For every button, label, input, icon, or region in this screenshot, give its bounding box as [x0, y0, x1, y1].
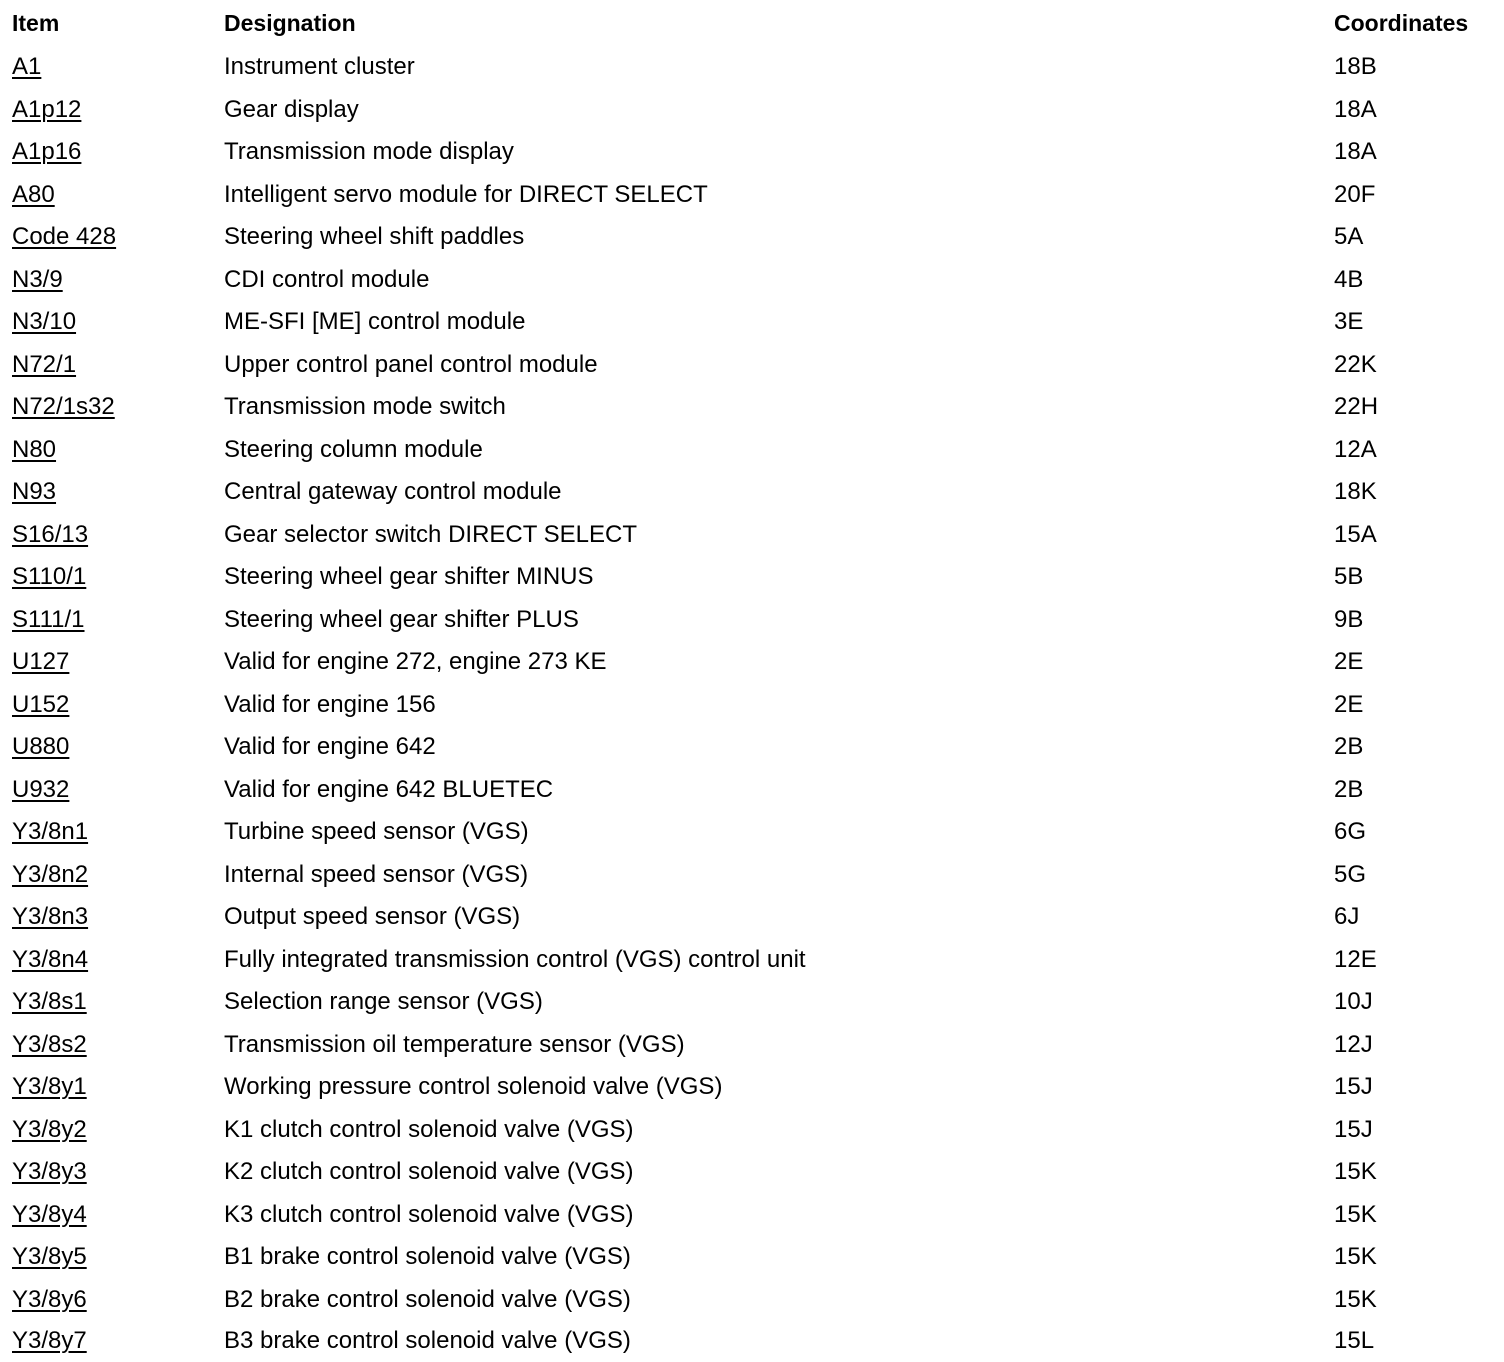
item-cell — [12, 820, 224, 844]
coordinates-cell: 15J — [1334, 1115, 1373, 1143]
designation-cell: Central gateway control module — [224, 478, 562, 506]
table-row — [12, 131, 1492, 174]
item-cell — [12, 520, 224, 548]
designation-cell: Transmission mode switch — [224, 393, 506, 421]
table-row — [12, 1321, 1492, 1361]
item-link[interactable]: A1p12 — [12, 95, 82, 123]
item-link[interactable]: N93 — [12, 478, 57, 506]
table-row — [12, 1151, 1492, 1194]
designation-cell: CDI control module — [224, 265, 430, 293]
header-coordinates: Coordinates — [1334, 9, 1469, 36]
item-cell — [12, 225, 224, 249]
header-designation: Designation — [224, 9, 356, 36]
coordinates-cell: 20F — [1334, 180, 1376, 208]
header-item: Item — [12, 9, 60, 36]
coordinates-cell: 15K — [1334, 1285, 1377, 1313]
designation-cell: Output speed sensor (VGS) — [224, 903, 521, 931]
item-cell — [12, 860, 224, 888]
designation-cell: B3 brake control solenoid valve (VGS) — [224, 1327, 631, 1354]
table-row — [12, 1066, 1492, 1109]
item-link[interactable]: Y3/8y5 — [12, 1243, 87, 1271]
designation-cell: ME-SFI [ME] control module — [224, 308, 526, 336]
item-link[interactable]: A1 — [12, 53, 42, 81]
designation-cell: Steering column module — [224, 435, 483, 463]
table-row — [12, 471, 1492, 514]
table-row — [12, 344, 1492, 387]
coordinates-cell: 2E — [1334, 648, 1364, 676]
coordinates-cell: 2B — [1334, 733, 1364, 761]
item-link[interactable]: N3/10 — [12, 308, 77, 336]
designation-cell: Instrument cluster — [224, 53, 415, 81]
table-row — [12, 216, 1492, 259]
item-cell — [12, 95, 224, 123]
component-legend-table — [12, 0, 1492, 1361]
item-link[interactable]: Y3/8y1 — [12, 1073, 87, 1101]
item-cell — [12, 1200, 224, 1228]
item-cell — [12, 1285, 224, 1313]
coordinates-cell: 4B — [1334, 265, 1364, 293]
table-row — [12, 514, 1492, 557]
item-link[interactable]: Y3/8s2 — [12, 1030, 87, 1058]
item-cell — [12, 395, 224, 419]
table-row — [12, 726, 1492, 769]
item-link[interactable]: N3/9 — [12, 265, 63, 293]
coordinates-cell: 5A — [1334, 223, 1364, 251]
item-link[interactable]: Y3/8n1 — [12, 818, 89, 846]
designation-cell: Intelligent servo module for DIRECT SELECT — [224, 180, 708, 208]
item-link[interactable]: Y3/8s1 — [12, 988, 87, 1016]
item-link[interactable]: Y3/8n4 — [12, 945, 89, 973]
designation-cell: Upper control panel control module — [224, 350, 598, 378]
table-row — [12, 1236, 1492, 1279]
designation-cell: Transmission mode display — [224, 138, 514, 166]
coordinates-cell: 9B — [1334, 605, 1364, 633]
item-link[interactable]: U932 — [12, 775, 70, 803]
designation-cell: Working pressure control solenoid valve (VGS) — [224, 1073, 723, 1101]
item-cell — [12, 265, 224, 293]
item-link[interactable]: Y3/8n3 — [12, 903, 89, 931]
item-cell — [12, 1075, 224, 1099]
item-link[interactable]: U880 — [12, 733, 70, 761]
item-cell — [12, 565, 224, 589]
table-row — [12, 556, 1492, 599]
item-link[interactable]: Y3/8y7 — [12, 1327, 87, 1354]
item-cell — [12, 350, 224, 378]
designation-cell: Turbine speed sensor (VGS) — [224, 818, 529, 846]
table-row — [12, 429, 1492, 472]
designation-cell: Valid for engine 642 BLUETEC — [224, 775, 554, 803]
coordinates-cell: 22K — [1334, 350, 1377, 378]
coordinates-cell: 12A — [1334, 435, 1377, 463]
item-link[interactable]: Y3/8y4 — [12, 1200, 87, 1228]
item-link[interactable]: U152 — [12, 690, 70, 718]
item-cell — [12, 775, 224, 803]
table-row — [12, 769, 1492, 812]
coordinates-cell: 15K — [1334, 1158, 1377, 1186]
table-row — [12, 1024, 1492, 1067]
coordinates-cell: 18K — [1334, 478, 1377, 506]
designation-cell: Steering wheel gear shifter MINUS — [224, 563, 594, 591]
coordinates-cell: 15A — [1334, 520, 1377, 548]
designation-cell: Valid for engine 642 — [224, 733, 436, 761]
item-cell — [12, 480, 224, 504]
item-cell — [12, 990, 224, 1014]
coordinates-cell: 18A — [1334, 138, 1377, 166]
designation-cell: K3 clutch control solenoid valve (VGS) — [224, 1200, 634, 1228]
item-link[interactable]: U127 — [12, 648, 70, 676]
item-link[interactable]: A1p16 — [12, 138, 82, 166]
item-link[interactable]: Y3/8y6 — [12, 1285, 87, 1313]
table-row — [12, 599, 1492, 642]
coordinates-cell: 15L — [1334, 1327, 1375, 1354]
designation-cell: Steering wheel shift paddles — [224, 223, 525, 251]
item-cell — [12, 1030, 224, 1058]
coordinates-cell: 5G — [1334, 860, 1367, 888]
item-cell — [12, 1329, 224, 1353]
item-link[interactable]: Code 428 — [12, 223, 117, 251]
item-cell — [12, 1160, 224, 1184]
table-row — [12, 301, 1492, 344]
table-row — [12, 174, 1492, 217]
item-cell — [12, 690, 224, 718]
item-cell — [12, 905, 224, 929]
table-row — [12, 684, 1492, 727]
item-link[interactable]: S16/13 — [12, 520, 89, 548]
item-cell — [12, 1115, 224, 1143]
coordinates-cell: 12J — [1334, 1030, 1373, 1058]
designation-cell: B1 brake control solenoid valve (VGS) — [224, 1243, 631, 1271]
designation-cell: K1 clutch control solenoid valve (VGS) — [224, 1115, 634, 1143]
table-row — [12, 259, 1492, 302]
coordinates-cell: 15J — [1334, 1073, 1373, 1101]
table-header-row — [12, 0, 1492, 46]
item-cell — [12, 310, 224, 334]
coordinates-cell: 5B — [1334, 563, 1364, 591]
coordinates-cell: 18B — [1334, 53, 1377, 81]
item-link[interactable]: N72/1s32 — [12, 393, 115, 421]
item-link[interactable]: N80 — [12, 435, 57, 463]
table-row — [12, 811, 1492, 854]
table-row — [12, 1279, 1492, 1322]
table-row — [12, 641, 1492, 684]
item-link[interactable]: Y3/8y2 — [12, 1115, 87, 1143]
item-cell — [12, 180, 224, 208]
item-link[interactable]: A80 — [12, 180, 55, 208]
item-cell — [12, 55, 224, 79]
designation-cell: Selection range sensor (VGS) — [224, 988, 543, 1016]
designation-cell: Steering wheel gear shifter PLUS — [224, 605, 579, 633]
table-row — [12, 1109, 1492, 1152]
designation-cell: Gear display — [224, 95, 359, 123]
item-cell — [12, 650, 224, 674]
item-cell — [12, 435, 224, 463]
coordinates-cell: 2B — [1334, 775, 1364, 803]
coordinates-cell: 2E — [1334, 690, 1364, 718]
item-link[interactable]: S110/1 — [12, 563, 87, 591]
table-row — [12, 386, 1492, 429]
item-link[interactable]: Y3/8y3 — [12, 1158, 87, 1186]
designation-cell: Gear selector switch DIRECT SELECT — [224, 520, 638, 548]
item-link[interactable]: N72/1 — [12, 350, 77, 378]
table-row — [12, 939, 1492, 982]
designation-cell: Valid for engine 156 — [224, 690, 436, 718]
table-row — [12, 89, 1492, 132]
table-row — [12, 854, 1492, 897]
table-row — [12, 1194, 1492, 1237]
table-body — [12, 46, 1492, 1361]
designation-cell: K2 clutch control solenoid valve (VGS) — [224, 1158, 634, 1186]
coordinates-cell: 15K — [1334, 1200, 1377, 1228]
item-link[interactable]: Y3/8n2 — [12, 860, 89, 888]
table-row — [12, 896, 1492, 939]
item-cell — [12, 945, 224, 973]
item-cell — [12, 605, 224, 633]
item-cell — [12, 735, 224, 759]
item-cell — [12, 140, 224, 164]
designation-cell: Internal speed sensor (VGS) — [224, 860, 529, 888]
coordinates-cell: 3E — [1334, 308, 1364, 336]
coordinates-cell: 6J — [1334, 903, 1360, 931]
designation-cell: Valid for engine 272, engine 273 KE — [224, 648, 607, 676]
designation-cell: Fully integrated transmission control (VGS) control unit — [224, 945, 806, 973]
item-link[interactable]: S111/1 — [12, 605, 85, 633]
coordinates-cell: 18A — [1334, 95, 1377, 123]
designation-cell: B2 brake control solenoid valve (VGS) — [224, 1285, 631, 1313]
coordinates-cell: 22H — [1334, 393, 1379, 421]
coordinates-cell: 15K — [1334, 1243, 1377, 1271]
table-row — [12, 981, 1492, 1024]
table-row — [12, 46, 1492, 89]
designation-cell: Transmission oil temperature sensor (VGS) — [224, 1030, 685, 1058]
coordinates-cell: 6G — [1334, 818, 1367, 846]
item-cell — [12, 1245, 224, 1269]
coordinates-cell: 12E — [1334, 945, 1377, 973]
coordinates-cell: 10J — [1334, 988, 1373, 1016]
